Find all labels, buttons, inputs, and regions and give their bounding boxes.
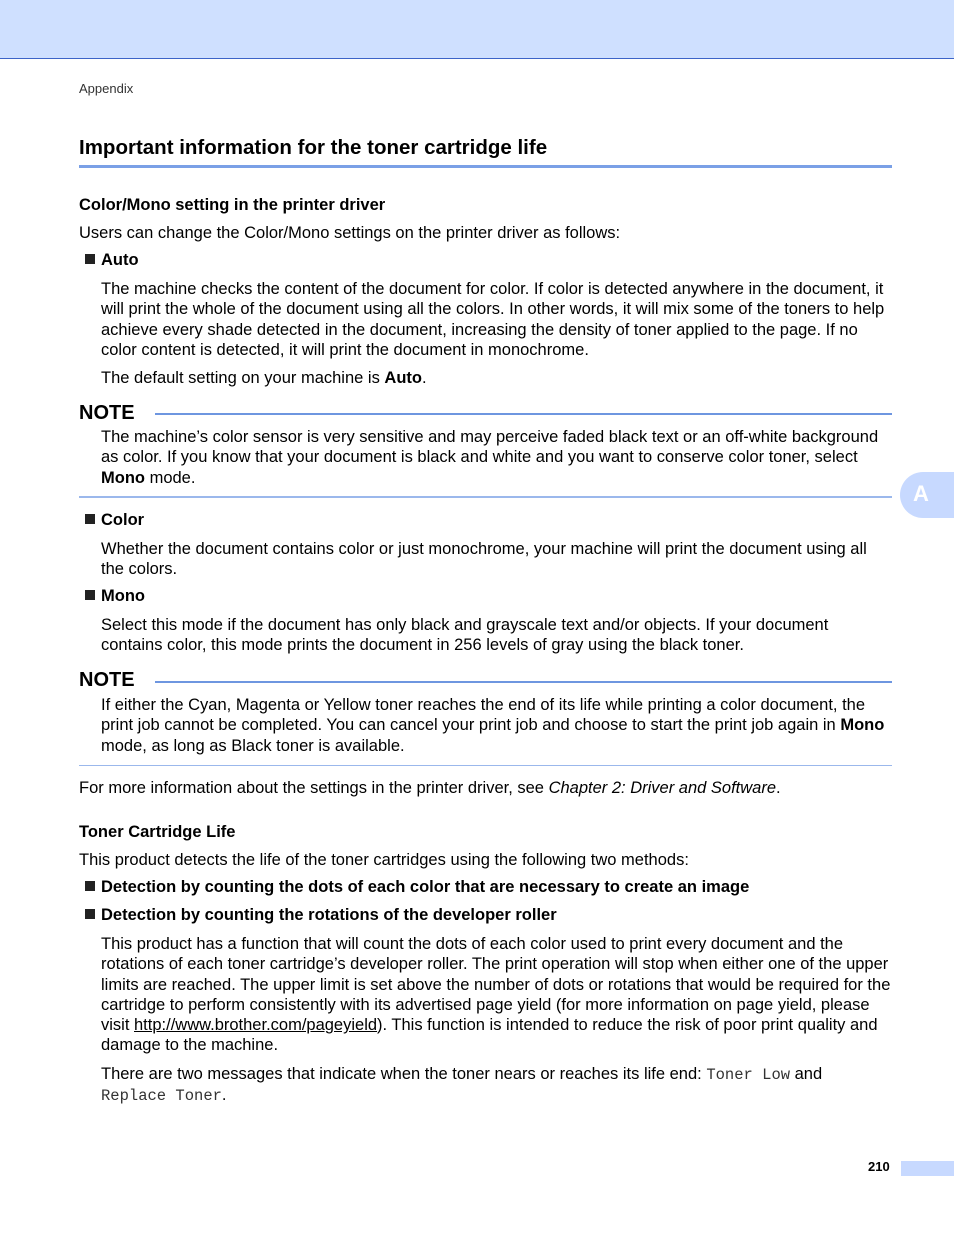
message-toner-low: Toner Low (706, 1066, 791, 1084)
color-description: Whether the document contains color or just monochrome, your machine will print the document using all the colors. (101, 540, 867, 579)
note-body: The machine’s color sensor is very sensitive and may perceive faded black text or an off-white background as color. If you know that your document is black and white and you want to conserve color toner, select Mono mode. (101, 428, 879, 487)
chapter-reference: Chapter 2: Driver and Software (548, 779, 777, 797)
message-replace-toner: Replace Toner (101, 1087, 222, 1106)
note-title: NOTE (79, 669, 135, 691)
square-bullet-icon (85, 514, 95, 524)
auto-default: The default setting on your machine is Auto. (101, 369, 427, 387)
color-mono-heading: Color/Mono setting in the printer driver (79, 196, 386, 214)
mono-description: Select this mode if the document has only black and grayscale text and/or objects. If your document contains color, this mode prints the document in 256 levels of gray using the black toner. (101, 616, 829, 655)
square-bullet-icon (85, 254, 95, 264)
bullet-color: Color (85, 511, 144, 530)
auto-description: The machine checks the content of the document for color. If color is detected anywhere in the document, it will print the whole of the document using all the colors. In other words, it will mix some of the toners to help achieve every shade detected in the document, increasing the density of toner applied to the page. If no color content is detected, it will print the document in monochrome. (101, 280, 885, 359)
toner-life-heading: Toner Cartridge Life (79, 823, 236, 841)
square-bullet-icon (85, 881, 95, 891)
bullet-method-dots: Detection by counting the dots of each color that are necessary to create an image (85, 878, 749, 897)
note-top-rule (155, 413, 892, 415)
bullet-method-rotations: Detection by counting the rotations of the developer roller (85, 906, 557, 925)
note-bottom-rule (79, 765, 892, 766)
section-title: Important information for the toner cartridge life (79, 136, 548, 159)
note-top-rule (155, 681, 892, 683)
page-number-bar (901, 1161, 954, 1176)
square-bullet-icon (85, 909, 95, 919)
note-body: If either the Cyan, Magenta or Yellow toner reaches the end of its life while printing a color document, the print job cannot be completed. You can cancel your print job and choose to start the print job again in Mono mode, as long as Black toner is available. (101, 696, 885, 755)
toner-life-description: This product has a function that will count the dots of each color used to print every document and the rotations of each toner cartridge’s developer roller. The print operation will stop when either one of the upper limits are reached. The upper limit is set above the number of dots or rotations that would be required for the cartridge to perform consistently with its advertised page yield (for more information on page yield, please visit http://www.brother.com/pageyield). This function is intended to reduce the risk of poor print quality and damage to the machine. (101, 935, 891, 1055)
breadcrumb: Appendix (79, 81, 134, 96)
square-bullet-icon (85, 590, 95, 600)
color-mono-intro: Users can change the Color/Mono settings on the printer driver as follows: (79, 224, 621, 242)
section-title-rule (79, 165, 892, 168)
bullet-mono: Mono (85, 587, 145, 606)
bullet-auto: Auto (85, 251, 139, 270)
appendix-side-tab: A (900, 472, 954, 518)
note-bottom-rule (79, 496, 892, 498)
toner-life-intro: This product detects the life of the toner cartridges using the following two methods: (79, 851, 689, 869)
page-number: 210 (868, 1159, 890, 1174)
pageyield-link[interactable]: http://www.brother.com/pageyield (134, 1016, 378, 1035)
header-band (0, 0, 954, 59)
note-title: NOTE (79, 402, 135, 424)
toner-messages: There are two messages that indicate when the toner nears or reaches its life end: Toner Low and Replace Toner. (101, 1065, 823, 1106)
more-info: For more information about the settings in the printer driver, see Chapter 2: Driver and Software. (79, 779, 781, 797)
